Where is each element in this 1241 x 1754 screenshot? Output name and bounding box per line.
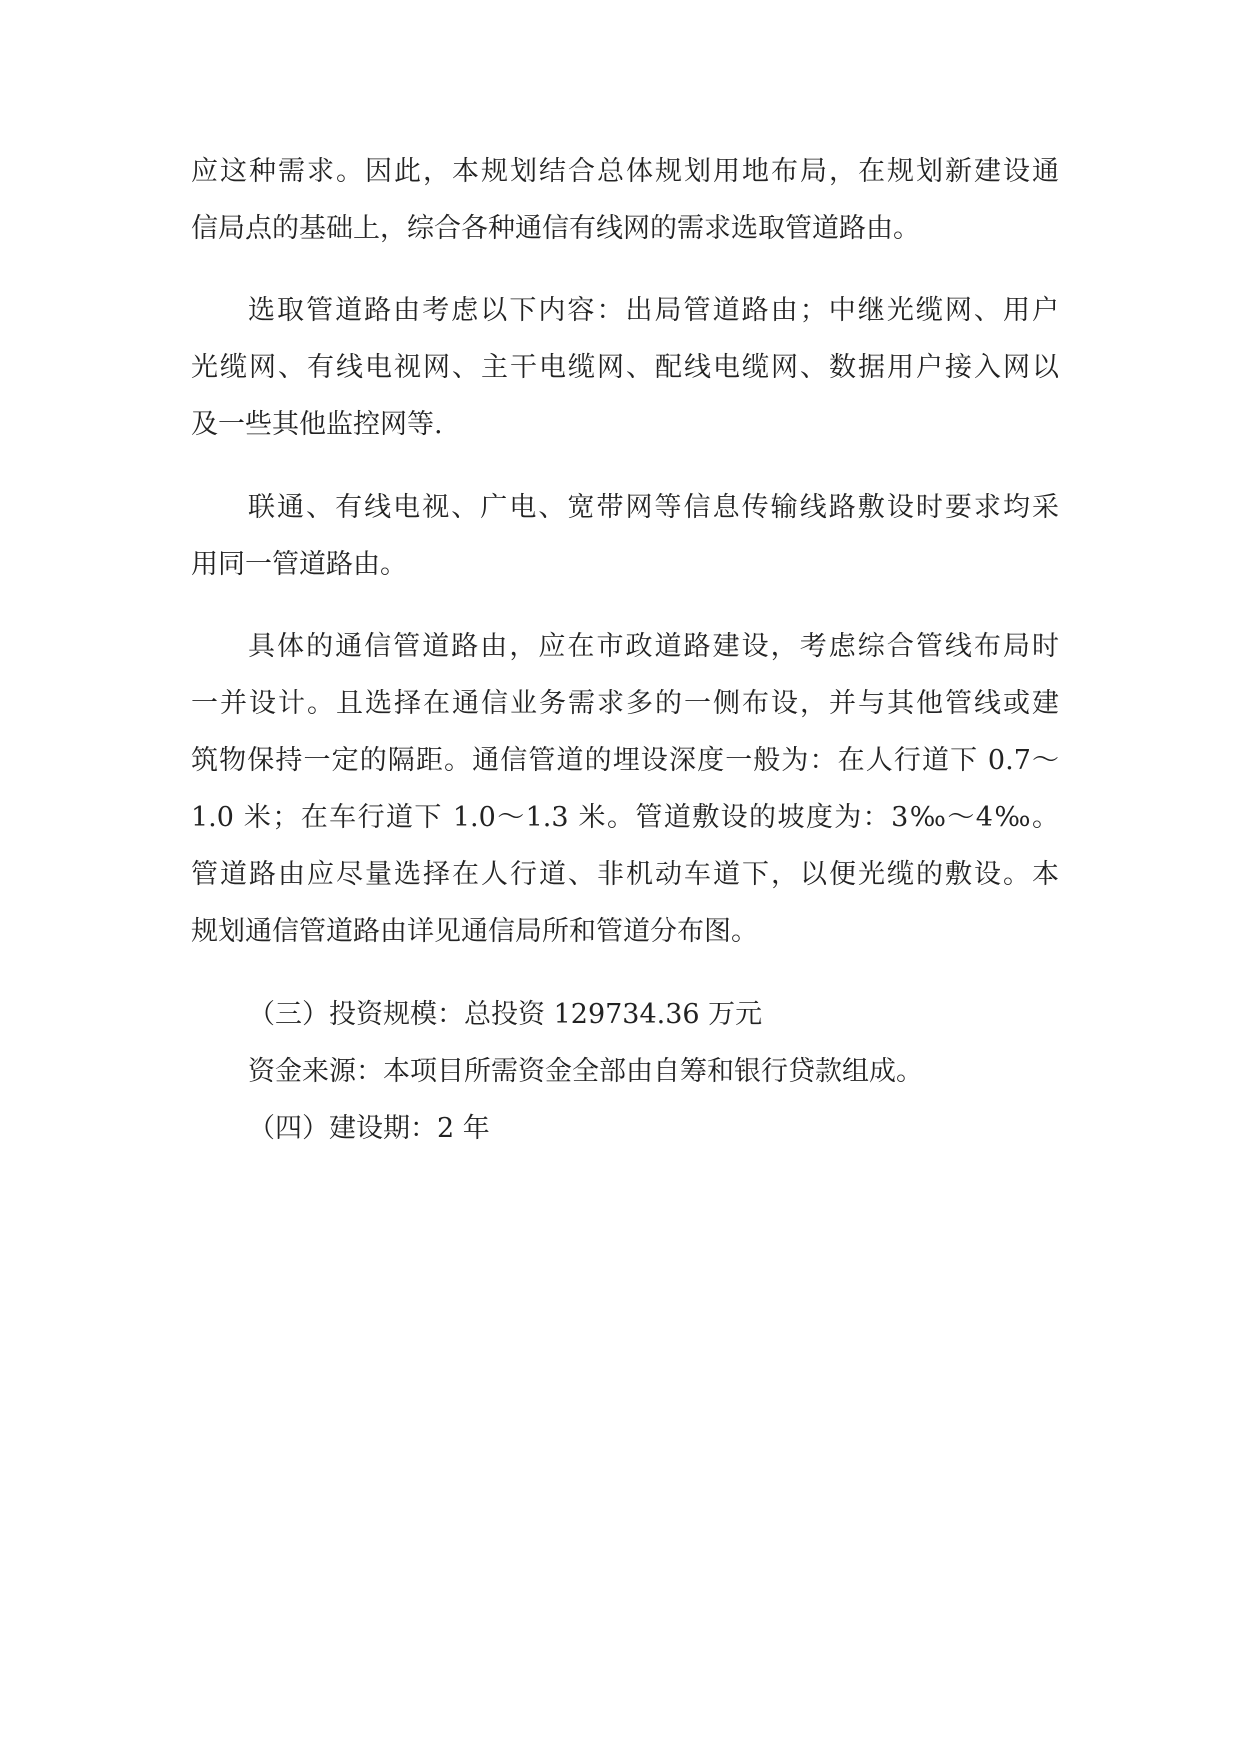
paragraph-2-line-1: 选取管道路由考虑以下内容：出局管道路由；中继光缆网、用户: [248, 295, 1059, 326]
paragraph-2-line-2: 光缆网、有线电视网、主干电缆网、配线电缆网、数据用户接入网以: [191, 352, 1059, 383]
paragraph-1-line-2: 信局点的基础上，综合各种通信有线网的需求选取管道路由。: [191, 213, 920, 244]
paragraph-1-line-1: 应这种需求。因此，本规划结合总体规划用地布局，在规划新建设通: [191, 156, 1059, 187]
paragraph-4-line-4: 1.0 米；在车行道下 1.0～1.3 米。管道敷设的坡度为：3‰～4‰。: [191, 802, 1059, 833]
paragraph-4-line-3: 筑物保持一定的隔距。通信管道的埋设深度一般为：在人行道下 0.7～: [191, 745, 1059, 776]
paragraph-4-line-6: 规划通信管道路由详见通信局所和管道分布图。: [191, 916, 758, 947]
paragraph-3-line-2: 用同一管道路由。: [191, 549, 407, 580]
paragraph-2-line-3: 及一些其他监控网等.: [191, 409, 443, 440]
paragraph-4-line-5: 管道路由应尽量选择在人行道、非机动车道下，以便光缆的敷设。本: [191, 859, 1059, 890]
paragraph-4-line-2: 一并设计。且选择在通信业务需求多的一侧布设，并与其他管线或建: [191, 688, 1059, 719]
paragraph-4-line-1: 具体的通信管道路由，应在市政道路建设，考虑综合管线布局时: [248, 631, 1059, 662]
investment-scale-line: （三）投资规模：总投资 129734.36 万元: [248, 999, 763, 1030]
funding-source-line: 资金来源：本项目所需资金全部由自筹和银行贷款组成。: [248, 1056, 923, 1087]
paragraph-3-line-1: 联通、有线电视、广电、宽带网等信息传输线路敷设时要求均采: [248, 492, 1059, 523]
construction-period-line: （四）建设期：2 年: [248, 1113, 490, 1144]
